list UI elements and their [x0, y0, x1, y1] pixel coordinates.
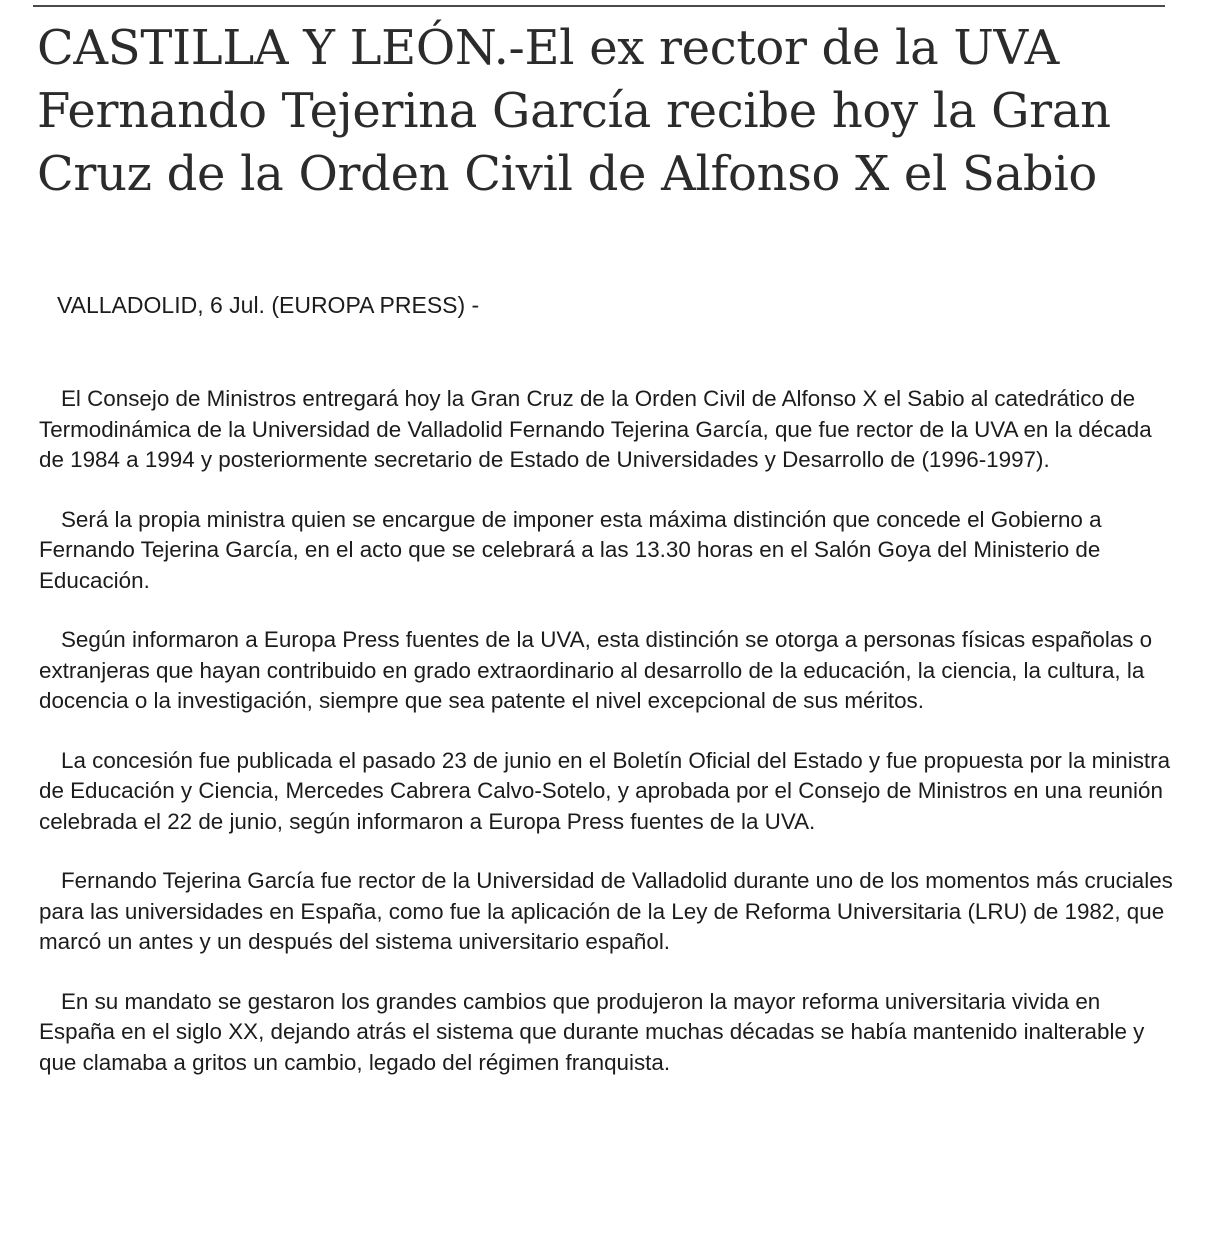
headline: CASTILLA Y LEÓN.-El ex rector de la UVA Fernando Tejerina García recibe hoy la Gran Cruz de la Orden Civil de Alfonso X el Sabio — [37, 20, 1111, 202]
paragraph: Será la propia ministra quien se encargue de imponer esta máxima distinción que concede el Gobierno a Fernando Tejerina García, en el acto que se celebrará a las 13.30 horas en el Salón Goya del Ministerio de Educación. — [39, 506, 1102, 593]
paragraph: Fernando Tejerina García fue rector de la Universidad de Valladolid durante uno de los momentos más cruciales para las universidades en España, como fue la aplicación de la Ley de Reforma Universitaria (LRU) de 1982, que marcó un antes y un después del sistema universitario español. — [39, 868, 1173, 954]
paragraph: Según informaron a Europa Press fuentes de la UVA, esta distinción se otorga a personas físicas españolas o extranjeras que hayan contribuido en grado extraordinario al desarrollo de la educación, la ciencia, la cultura, la docencia o la investigación, siempre que sea patente el nivel excepcional de sus méritos. — [39, 627, 1153, 713]
paragraph: En su mandato se gestaron los grandes cambios que produjeron la mayor reforma universitaria vivida en España en el siglo XX, dejando atrás el sistema que durante muchas décadas se había mantenido inalterable y que clamaba a gritos un cambio, legado del régimen franquista. — [39, 988, 1145, 1075]
article-body — [39, 384, 1179, 1078]
paragraph: La concesión fue publicada el pasado 23 de junio en el Boletín Oficial del Estado y fue propuesta por la ministra de Educación y Ciencia, Mercedes Cabrera Calvo-Sotelo, y aprobada por el Consejo de Ministros en una reunión celebrada el 22 de junio, según informaron a Europa Press fuentes de la UVA. — [39, 747, 1171, 834]
dateline: VALLADOLID, 6 Jul. (EUROPA PRESS) - — [57, 292, 480, 318]
top-rule — [33, 5, 1165, 7]
paragraph: El Consejo de Ministros entregará hoy la Gran Cruz de la Orden Civil de Alfonso X el Sabio al catedrático de Termodinámica de la Universidad de Valladolid Fernando Tejerina García, que fue rector de la UVA en la década de 1984 a 1994 y posteriormente secretario de Estado de Universidades y Desarrollo de (1996-1997). — [39, 386, 1152, 472]
